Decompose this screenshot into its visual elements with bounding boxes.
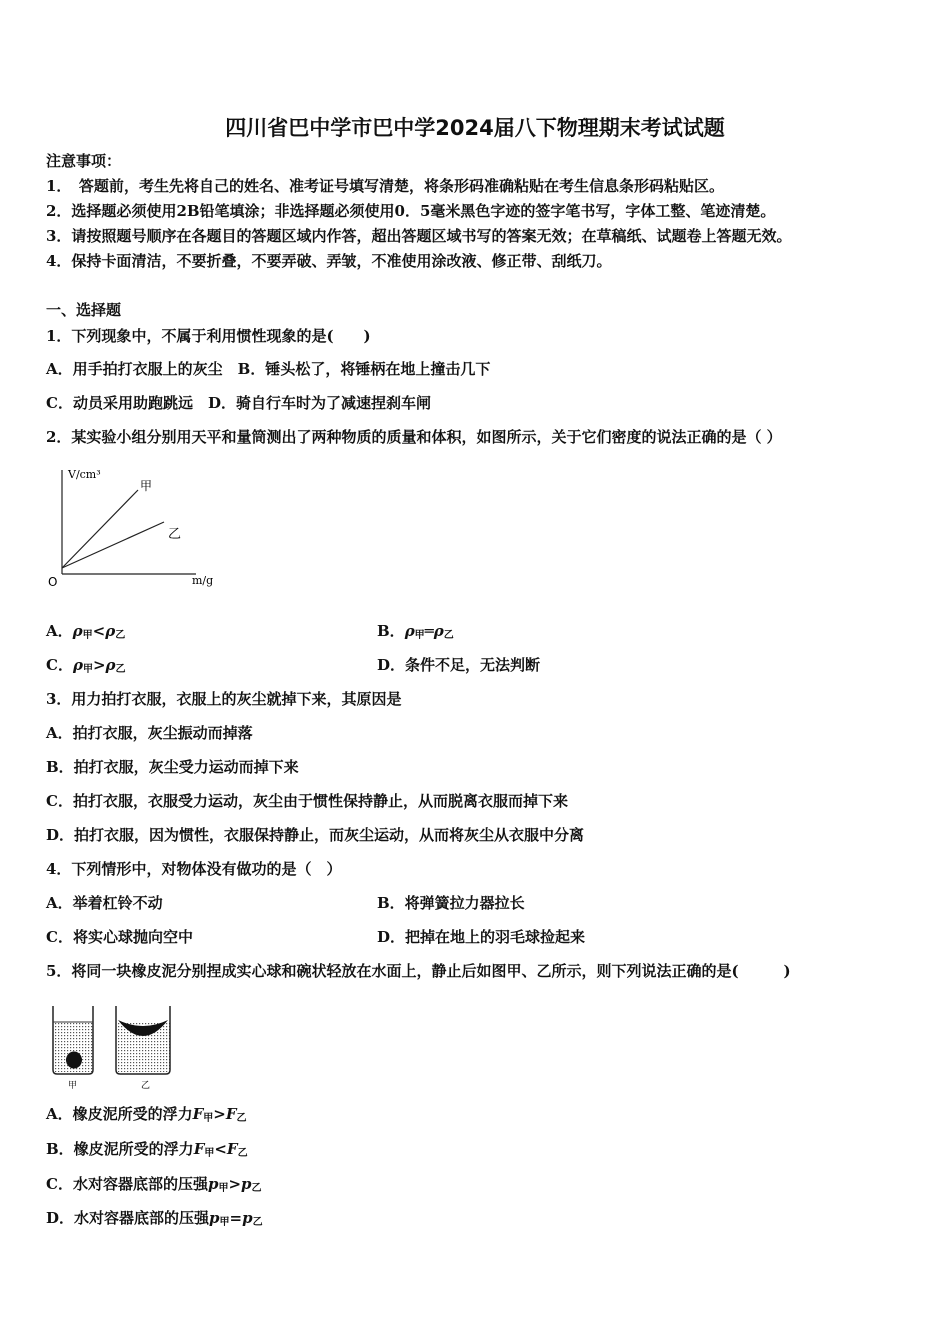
question-3-option-d: D．拍打衣服，因为惯性，衣服保持静止，而灰尘运动，从而将灰尘从衣服中分离 bbox=[46, 826, 585, 844]
question-3-option-c: C．拍打衣服，衣服受力运动，灰尘由于惯性保持静止，从而脱离衣服而掉下来 bbox=[46, 792, 568, 810]
question-3-stem: 3．用力拍打衣服，衣服上的灰尘就掉下来，其原因是 bbox=[46, 690, 402, 708]
solid-ball bbox=[66, 1052, 82, 1069]
question-2-option-a: A．$\rho_甲<\rho_乙$ bbox=[46, 622, 126, 641]
notice-item: 1． 答题前，考生先将自己的姓名、准考证号填写清楚，将条形码准确粘贴在考生信息条形码粘贴区。 bbox=[46, 177, 724, 195]
question-5-stem: 5．将同一块橡皮泥分别捏成实心球和碗状轻放在水面上，静止后如图甲、乙所示，则下列说法正确的是( ) bbox=[46, 962, 791, 980]
notice-item: 2．选择题必须使用2B铅笔填涂；非选择题必须使用0．5毫米黑色字迹的签字笔书写，字体工整、笔迹清楚。 bbox=[46, 202, 776, 220]
beaker-figure bbox=[46, 1002, 182, 1092]
question-4-option-c: C．将实心球抛向空中 bbox=[46, 928, 193, 946]
y-axis-label: V/cm³ bbox=[68, 468, 101, 481]
beaker-yi-label: 乙 bbox=[141, 1081, 151, 1091]
notice-heading: 注意事项： bbox=[46, 152, 122, 170]
notice-item: 4．保持卡面清洁，不要折叠，不要弄破、弄皱，不准使用涂改液、修正带、刮纸刀。 bbox=[46, 252, 612, 270]
density-graph bbox=[44, 462, 234, 592]
origin-label: O bbox=[48, 575, 58, 589]
question-3-option-a: A．拍打衣服，灰尘振动而掉落 bbox=[46, 724, 253, 742]
question-5-option-b: B．橡皮泥所受的浮力$F_甲<F_乙$ bbox=[46, 1140, 248, 1159]
question-5-option-d: D．水对容器底部的压强$p_甲=p_乙$ bbox=[46, 1209, 263, 1228]
line-yi-label: 乙 bbox=[168, 527, 182, 542]
question-1-stem: 1．下列现象中，不属于利用惯性现象的是( ) bbox=[46, 327, 371, 345]
question-4-option-a: A．举着杠铃不动 bbox=[46, 894, 163, 912]
line-yi bbox=[62, 522, 164, 568]
question-2-option-d: D．条件不足，无法判断 bbox=[377, 656, 541, 674]
question-2-option-c: C．$\rho_甲>\rho_乙$ bbox=[46, 656, 126, 675]
beaker-jia-label: 甲 bbox=[68, 1081, 78, 1091]
x-axis-label: m/g bbox=[192, 574, 214, 587]
beaker-yi bbox=[116, 1006, 170, 1074]
question-1-options-ab: A．用手拍打衣服上的灰尘 B．锤头松了，将锤柄在地上撞击几下 bbox=[46, 360, 491, 378]
question-4-option-d: D．把掉在地上的羽毛球捡起来 bbox=[377, 928, 586, 946]
question-1-options-cd: C．动员采用助跑跳远 D．骑自行车时为了减速捏刹车闸 bbox=[46, 394, 431, 412]
beaker-jia bbox=[53, 1006, 93, 1074]
page-title: 四川省巴中学市巴中学2024届八下物理期末考试试题 bbox=[225, 116, 725, 140]
notice-item: 3．请按照题号顺序在各题目的答题区域内作答，超出答题区域书写的答案无效；在草稿纸、试题卷上答题无效。 bbox=[46, 227, 792, 245]
question-2-stem: 2．某实验小组分别用天平和量筒测出了两种物质的质量和体积，如图所示，关于它们密度的说法正确的是（ ） bbox=[46, 428, 782, 446]
line-jia bbox=[62, 490, 138, 568]
question-3-option-b: B．拍打衣服，灰尘受力运动而掉下来 bbox=[46, 758, 299, 776]
question-4-stem: 4．下列情形中，对物体没有做功的是（ ） bbox=[46, 860, 342, 878]
question-4-option-b: B．将弹簧拉力器拉长 bbox=[377, 894, 525, 912]
question-5-option-c: C．水对容器底部的压强$p_甲>p_乙$ bbox=[46, 1175, 262, 1194]
line-jia-label: 甲 bbox=[140, 479, 153, 493]
question-2-option-b: B．$\rho_甲═\rho_乙$ bbox=[377, 622, 454, 641]
question-5-option-a: A．橡皮泥所受的浮力$F_甲>F_乙$ bbox=[46, 1105, 247, 1124]
section-heading: 一、选择题 bbox=[46, 301, 122, 319]
